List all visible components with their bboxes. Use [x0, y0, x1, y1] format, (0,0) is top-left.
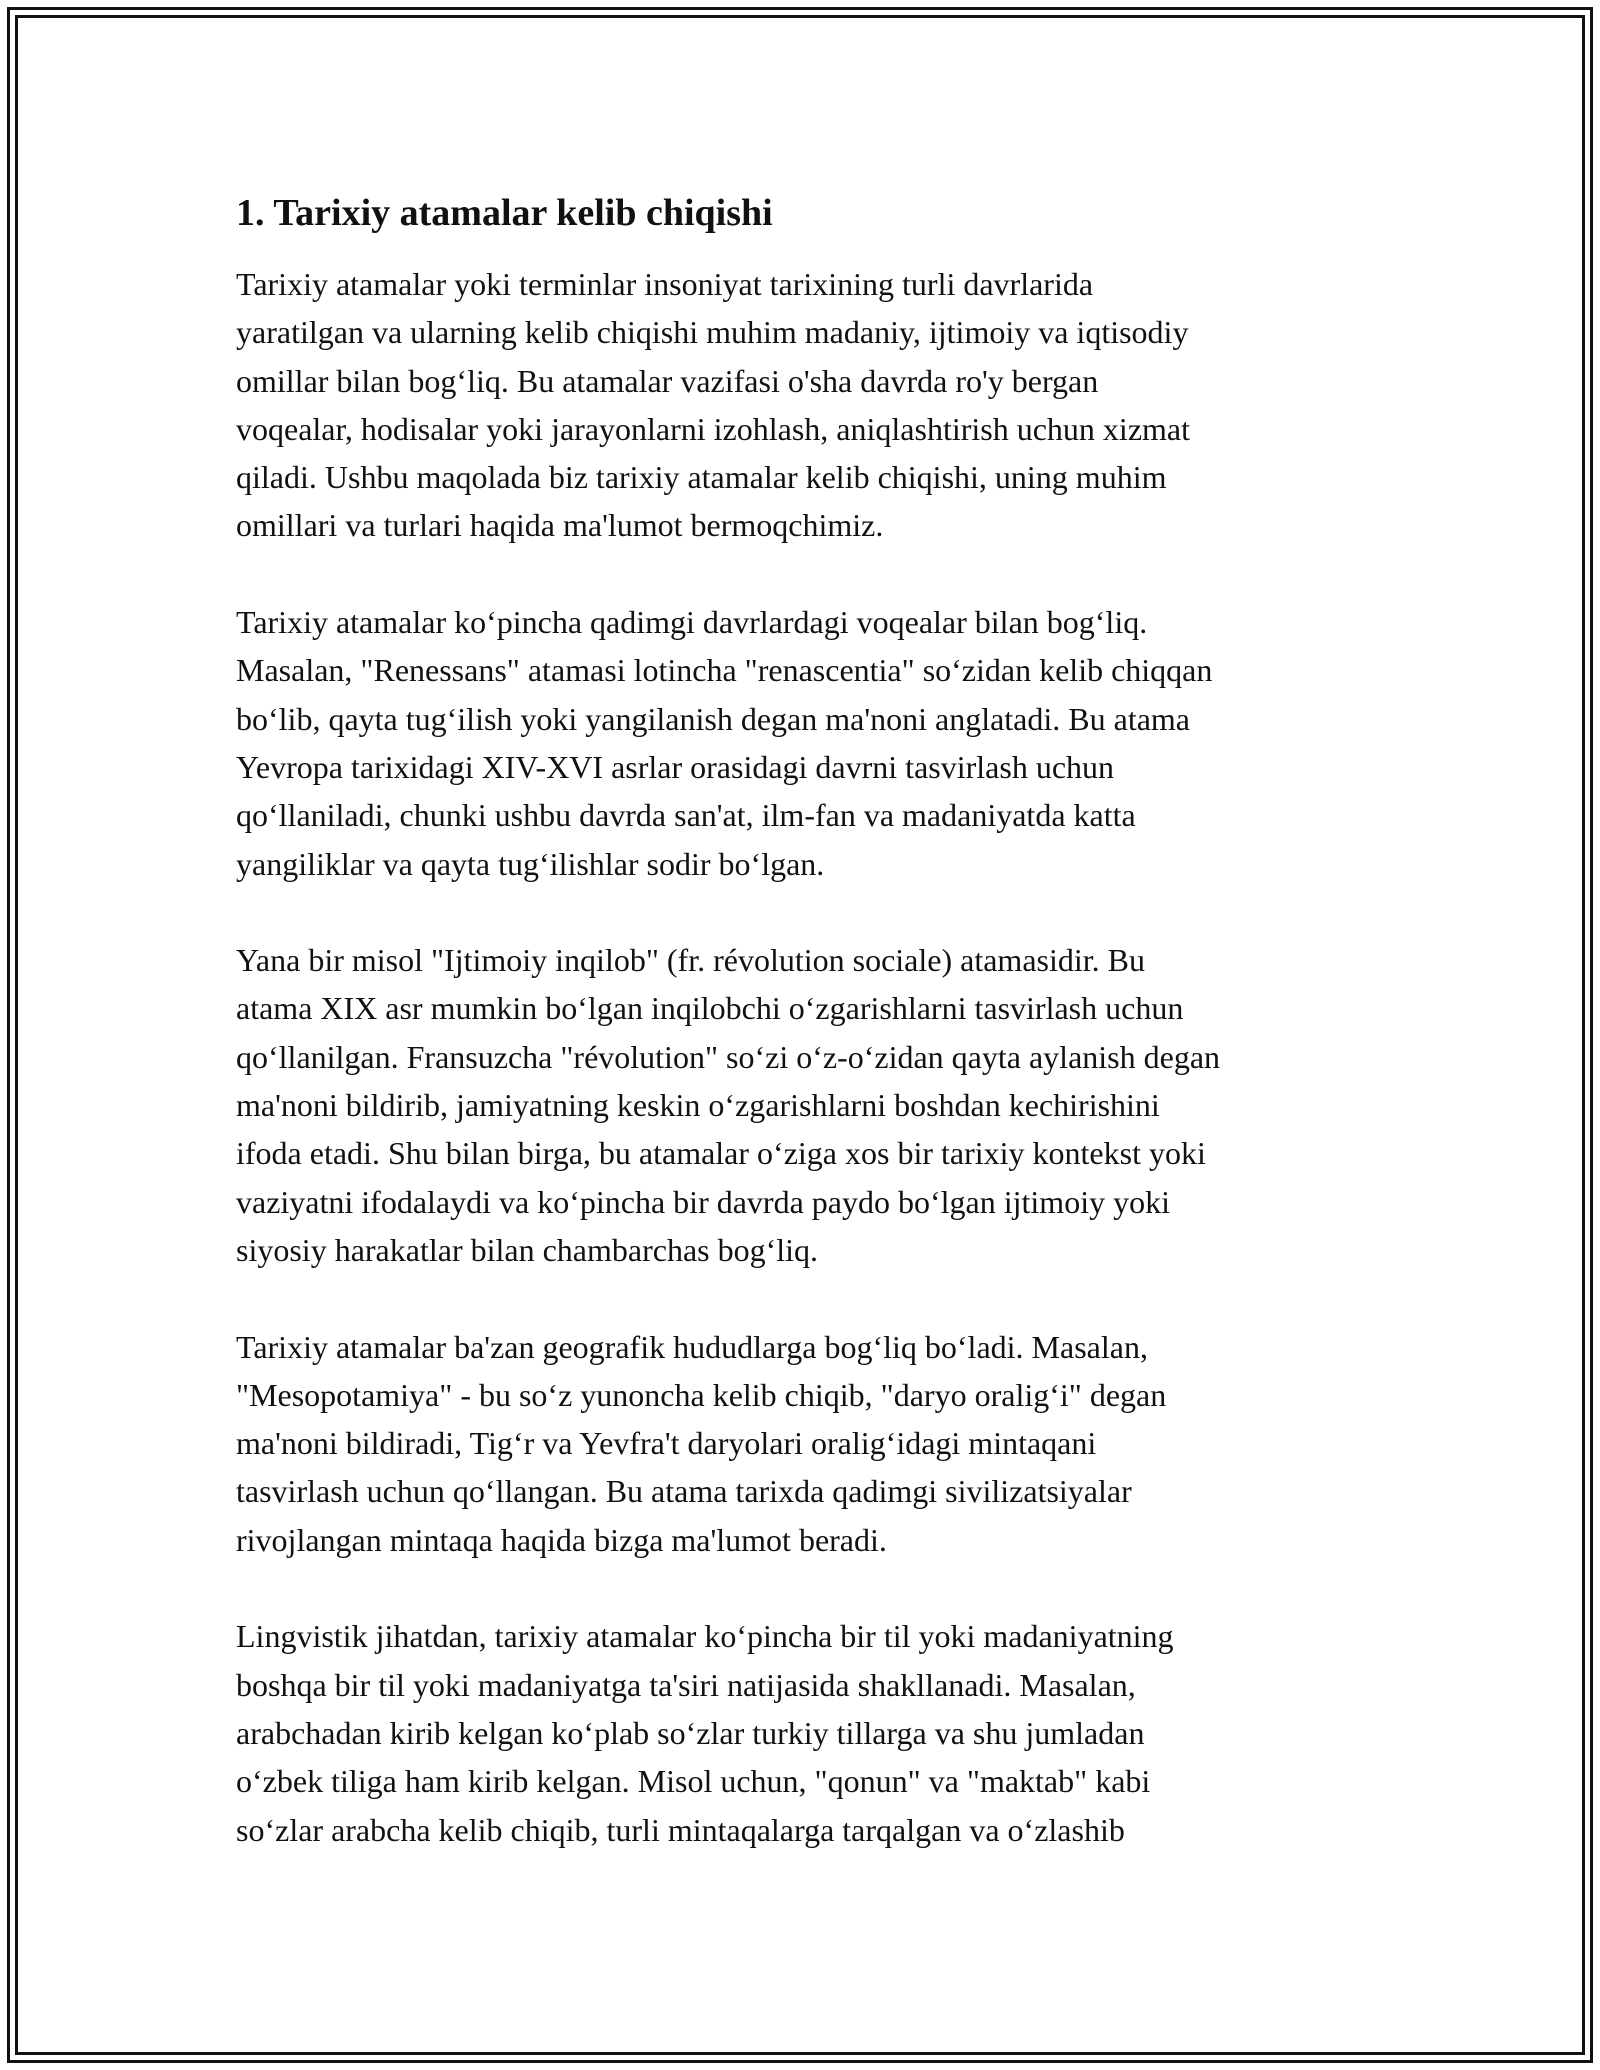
paragraph-3: Yana bir misol "Ijtimoiy inqilob" (fr. révolution sociale) atamasidir. Bu atama XIX asr mumkin bo‘lgan inqilobchi o‘zgarishlarni tasvirlash uchun qo‘llanilgan. Fransuzcha "révolution" so‘zi o‘z-o‘zidan qayta aylanish degan ma'noni bildirib, jamiyatning keskin o‘zgarishlarni boshdan kechirishini ifoda etadi. Shu bilan birga, bu atamalar o‘ziga xos bir tarixiy kontekst yoki vaziyatni ifodalaydi va ko‘pincha bir davrda paydo bo‘lgan ijtimoiy yoki siyosiy harakatlar bilan chambarchas bog‘liq. — [236, 942, 1221, 1268]
paragraph-2: Tarixiy atamalar ko‘pincha qadimgi davrlardagi voqealar bilan bog‘liq. Masalan, "Renessans" atamasi lotincha "renascentia" so‘zidan kelib chiqqan bo‘lib, qayta tug‘ilish yoki yangilanish degan ma'noni anglatadi. Bu atama Yevropa tarixidagi XIV-XVI asrlar orasidagi davrni tasvirlash uchun qo‘llaniladi, chunki ushbu davrda san'at, ilm-fan va madaniyatda katta yangiliklar va qayta tug‘ilishlar sodir bo‘lgan. — [236, 604, 1213, 882]
paragraph-1: Tarixiy atamalar yoki terminlar insoniyat tarixining turli davrlarida yaratilgan va ularning kelib chiqishi muhim madaniy, ijtimoiy va iqtisodiy omillar bilan bog‘liq. Bu atamalar vazifasi o'sha davrda ro'y bergan voqealar, hodisalar yoki jarayonlarni izohlash, aniqlashtirish uchun xizmat qiladi. Ushbu maqolada biz tarixiy atamalar kelib chiqishi, uning muhim omillari va turlari haqida ma'lumot bermoqchimiz. — [236, 266, 1190, 544]
section-heading: 1. Tarixiy atamalar kelib chiqishi — [236, 192, 773, 234]
document-page — [236, 188, 1376, 1854]
paragraph-4: Tarixiy atamalar ba'zan geografik hududlarga bog‘liq bo‘ladi. Masalan, "Mesopotamiya" - bu so‘z yunoncha kelib chiqib, "daryo oralig‘i" degan ma'noni bildiradi, Tig‘r va Yevfra't daryolari oralig‘idagi mintaqani tasvirlash uchun qo‘llangan. Bu atama tarixda qadimgi sivilizatsiyalar rivojlangan mintaqa haqida bizga ma'lumot beradi. — [236, 1328, 1167, 1558]
paragraph-5: Lingvistik jihatdan, tarixiy atamalar ko‘pincha bir til yoki madaniyatning boshqa bir til yoki madaniyatga ta'siri natijasida shakllanadi. Masalan, arabchadan kirib kelgan ko‘plab so‘zlar turkiy tillarga va shu jumladan o‘zbek tiliga ham kirib kelgan. Misol uchun, "qonun" va "maktab" kabi so‘zlar arabcha kelib chiqib, turli mintaqalarga tarqalgan va o‘zlashib — [236, 1618, 1174, 1848]
